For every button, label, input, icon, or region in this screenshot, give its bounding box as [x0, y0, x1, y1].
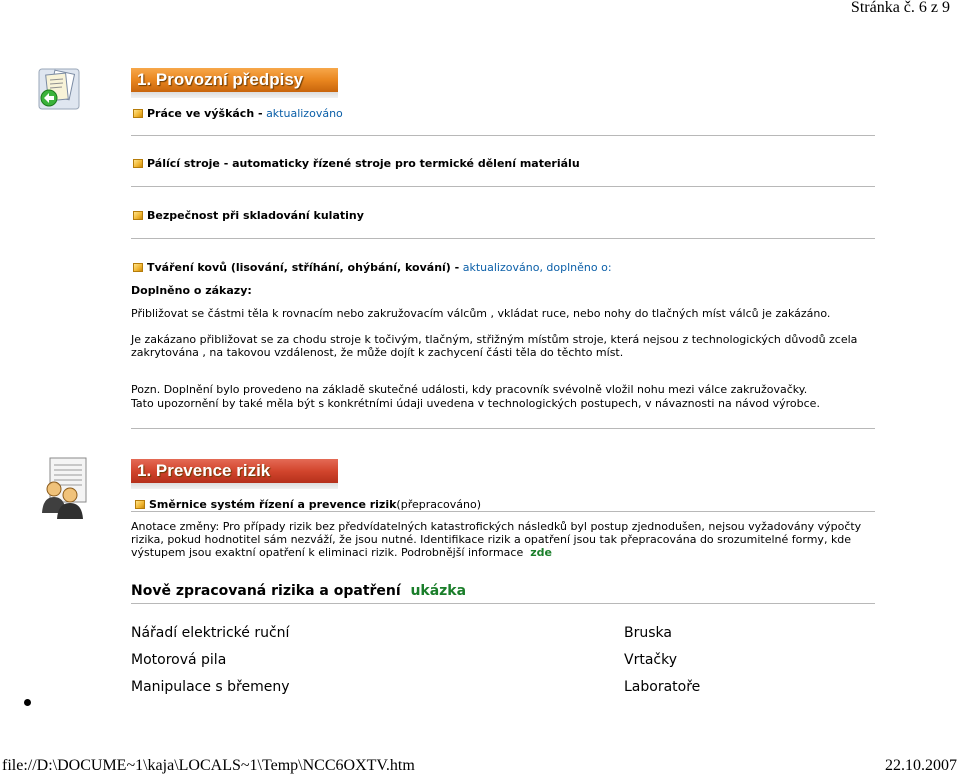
divider — [131, 186, 875, 187]
risk-item-right[interactable]: Laboratoře — [624, 679, 701, 695]
risk-item-left[interactable]: Nářadí elektrické ruční — [131, 625, 290, 641]
addendum-text: Je zakázano přibližovat se za chodu stroje k točivým, tlačným, střižným místům stroje, která nejsou z technologických důvodů zcela — [131, 333, 858, 346]
section-banner-prevence-rizik — [131, 459, 338, 489]
new-risks-heading: Nově zpracovaná rizika a opatření ukázka — [131, 583, 467, 599]
footer-path: file://D:\DOCUME~1\kaja\LOCALS~1\Temp\NCC6OXTV.htm — [2, 757, 415, 774]
document-back-arrow-icon[interactable] — [38, 68, 80, 110]
page-number: Stránka č. 6 z 9 — [850, 0, 950, 16]
divider — [131, 238, 875, 239]
addendum-heading: Doplněno o zákazy: — [131, 284, 252, 297]
section-banner-provozni-predpisy — [131, 68, 338, 98]
list-item[interactable]: Bezpečnost při skladování kulatiny — [133, 209, 364, 222]
list-item[interactable]: Tváření kovů (lisování, stříhání, ohýbání, kování) - aktualizováno, doplněno o: — [133, 261, 612, 274]
risk-item-right[interactable]: Vrtačky — [624, 652, 677, 668]
bullet-icon — [133, 211, 143, 220]
banner-title: 1. Prevence rizik — [137, 461, 271, 480]
footer-date: 22.10.2007 — [885, 757, 957, 774]
bullet-icon — [133, 109, 143, 118]
divider — [131, 135, 875, 136]
annotation-text: rizika, pokud hodnotitel sám nezváží, že jsou nutné. Identifikace rizik a opatření jsou tak přepracována do srozumitelné formy, kde — [131, 533, 852, 546]
divider — [131, 603, 875, 604]
empty-list-bullet — [24, 699, 31, 706]
divider — [131, 511, 875, 512]
list-item[interactable]: Pálící stroje - automaticky řízené stroje pro termické dělení materiálu — [133, 157, 580, 170]
note-text: Tato upozornění by také měla být s konkrétními údaji uvedena v technologických postupech, v návaznosti na návod výrobce. — [131, 397, 820, 410]
risk-item-right[interactable]: Bruska — [624, 625, 672, 641]
list-item[interactable]: Směrnice systém řízení a prevence rizik(přepracováno) — [135, 498, 481, 511]
people-document-icon[interactable] — [40, 457, 88, 521]
divider — [131, 428, 875, 429]
addendum-text: Přibližovat se částmi těla k rovnacím nebo zakružovacím válcům , vkládat ruce, nebo nohy do tlačných míst válců je zakázáno. — [131, 307, 831, 320]
bullet-icon — [133, 159, 143, 168]
annotation-text: výstupem jsou exaktní opatření k eliminaci rizik. Podrobnější informace zde — [131, 546, 552, 559]
note-text: Pozn. Doplnění bylo provedeno na základě skutečné události, kdy pracovník svévolně vložil nohu mezi válce zakružovačky. — [131, 383, 808, 396]
banner-title: 1. Provozní předpisy — [137, 70, 304, 89]
annotation-text: Anotace změny: Pro případy rizik bez předvídatelných katastrofických následků byl postup zjednodušen, nejsou vyžadovány výpočty — [131, 520, 862, 533]
list-item[interactable]: Práce ve výškách - aktualizováno — [133, 107, 343, 120]
risk-item-left[interactable]: Motorová pila — [131, 652, 227, 668]
addendum-text: zakrytována , na takovou vzdálenost, že může dojít k zachycení části těla do těchto míst. — [131, 346, 624, 359]
details-link[interactable]: zde — [530, 546, 552, 559]
sample-link[interactable]: ukázka — [410, 583, 467, 599]
bullet-icon — [135, 500, 145, 509]
risk-item-left[interactable]: Manipulace s břemeny — [131, 679, 290, 695]
bullet-icon — [133, 263, 143, 272]
